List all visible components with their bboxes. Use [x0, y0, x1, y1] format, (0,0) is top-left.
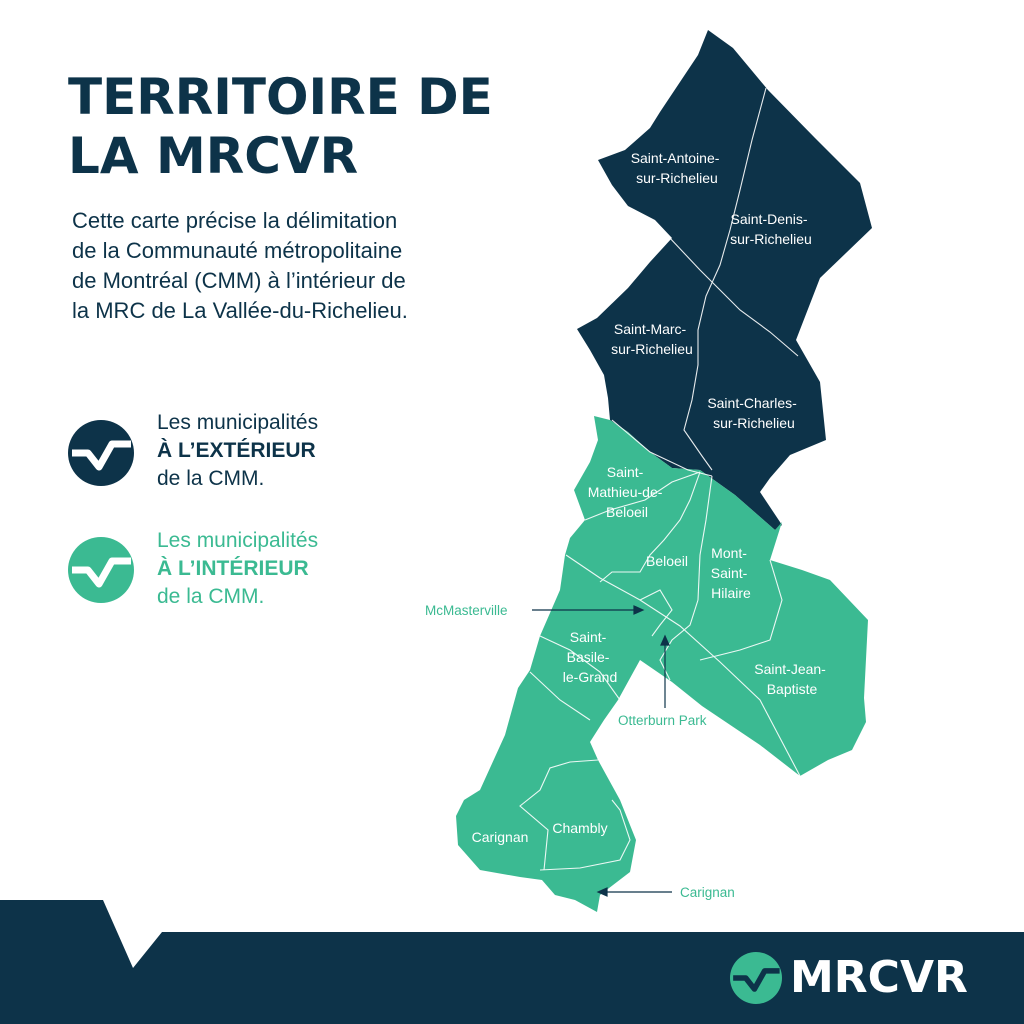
- map-label-chambly: Chambly: [552, 820, 608, 836]
- map-label-beloeil: Beloeil: [645, 553, 689, 569]
- callout-carignan: Carignan: [680, 885, 735, 900]
- map-label-saint-marc: Saint-Marc- sur-Richelieu: [611, 321, 693, 357]
- map-label-carignan: Carignan: [471, 829, 529, 845]
- map-label-saint-jean-baptiste: Saint-Jean- Baptiste: [754, 661, 826, 697]
- map-label-saint-charles: Saint-Charles- sur-Richelieu: [707, 395, 797, 431]
- legend-interior-line-3: de la CMM.: [157, 585, 265, 608]
- title-line-2: LA MRCVR: [68, 127, 359, 185]
- title-line-1: TERRITOIRE DE: [68, 68, 493, 126]
- legend-exterior-line-3: de la CMM.: [157, 467, 265, 490]
- description-line: Cette carte précise la délimitation: [72, 208, 398, 233]
- description-line: la MRC de La Vallée-du-Richelieu.: [72, 298, 408, 323]
- map-label-saint-basile: Saint- Basile- le-Grand: [562, 629, 618, 685]
- map-label-saint-mathieu: Saint- Mathieu-de- Beloeil: [587, 464, 663, 520]
- footer-brand: MRCVR: [790, 952, 968, 1003]
- mrcvr-logo-icon: [730, 952, 782, 1004]
- legend-exterior-line-2: À L’EXTÉRIEUR: [157, 439, 316, 462]
- map-label-saint-antoine: Saint-Antoine- sur-Richelieu: [630, 150, 720, 186]
- description-line: de la Communauté métropolitaine: [72, 238, 403, 263]
- legend-interior-line-1: Les municipalités: [157, 529, 319, 552]
- map-label-mont-saint-hilaire: Mont- Saint- Hilaire: [710, 545, 751, 601]
- legend-interior-line-2: À L’INTÉRIEUR: [157, 557, 309, 580]
- description-line: de Montréal (CMM) à l’intérieur de: [72, 268, 406, 293]
- legend-exterior-line-1: Les municipalités: [157, 411, 319, 434]
- map-label-saint-denis: Saint-Denis- sur-Richelieu: [730, 211, 812, 247]
- callout-otterburn-park: Otterburn Park: [618, 713, 707, 728]
- callout-mcmasterville: McMasterville: [425, 603, 508, 618]
